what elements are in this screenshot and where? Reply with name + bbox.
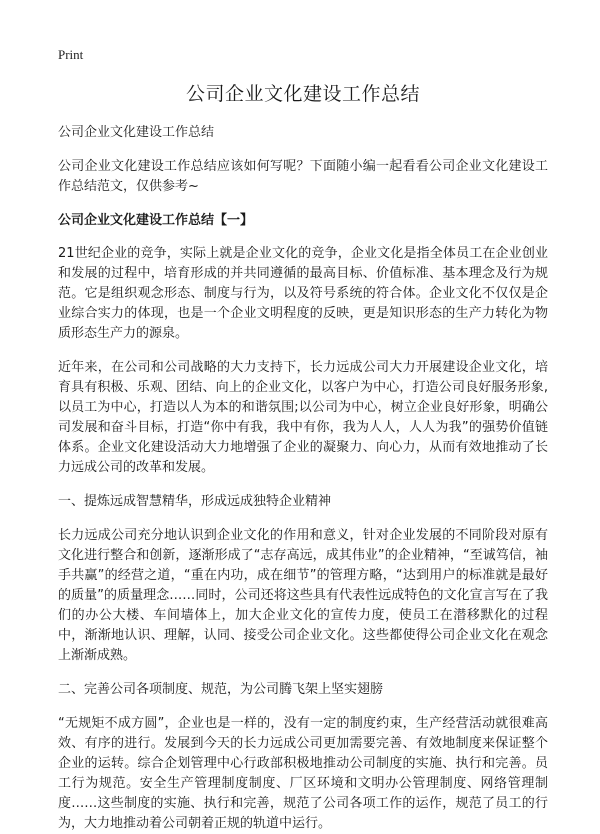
document-subtitle: 公司企业文化建设工作总结 xyxy=(58,125,215,140)
body-paragraph-2: 近年来，在公司和公司战略的大力支持下，长力远成公司大力开展建设企业文化，培育具有积极、乐观、团结、向上的企业文化，以客户为中心，打造公司良好服务形象,以员工为中心，打造以人为本的和谐氛围;以公司为中心，树立企业良好形象，明确公司发展和奋斗目标，打造“你中有我，我中有你，我为人人，人人为我”的强势价值链体系。企业文化建设活动大力地增强了企业的凝聚力、向心力，从而有效地推动了长力远成公司的改革和发展。 xyxy=(58,360,548,475)
intro-paragraph: 公司企业文化建设工作总结应该如何写呢？下面随小编一起看看公司企业文化建设工作总结范文，仅供参考~ xyxy=(58,159,548,194)
subheading-1: 一、提炼远成智慧精华，形成远成独特企业精神 xyxy=(58,494,332,509)
body-paragraph-1: 21世纪企业的竞争，实际上就是企业文化的竞争，企业文化是指全体员工在企业创业和发展的过程中，培育形成的并共同遵循的最高目标、价值标准、基本理念及行为规范。它是组织观念形态、制度与行为，以及符号系统的符合体。企业文化不仅仅是企业综合实力的体现，也是一个企业文明程度的反映，更是知识形态的生产力转化为物质形态生产力的源泉。 xyxy=(58,246,548,341)
print-link[interactable]: Print xyxy=(58,47,84,62)
section-heading: 公司企业文化建设工作总结【一】 xyxy=(58,213,254,228)
body-paragraph-4: “无规矩不成方圆”，企业也是一样的，没有一定的制度约束，生产经营活动就很难高效、有序的进行。发展到今天的长力远成公司更加需要完善、有效地制度来保证整个企业的运转。综合企划管理中心行政部积极地推动公司制度的实施、执行和完善。员工行为规范。安全生产管理制度制度、厂区环境和文明办公管理制度、网络管理制度……这些制度的实施、执行和完善，规范了公司各项工作的运作，规范了员工的行为，大力地推动着公司朝着正规的轨道中运行。 xyxy=(58,716,548,831)
document-title: 公司企业文化建设工作总结 xyxy=(185,83,420,105)
body-paragraph-3: 长力远成公司充分地认识到企业文化的作用和意义，针对企业发展的不同阶段对原有文化进行整合和创新，逐渐形成了“志存高远，成其伟业”的企业精神，“至诚笃信，袖手共赢”的经营之道，“重在内功，成在细节”的管理方略，“达到用户的标准就是最好的质量”的质量理念……同时，公司还将这些具有代表性远成特色的文化宣言写在了我们的办公大楼、车间墙体上，加大企业文化的宣传力度，使员工在潜移默化的过程中，渐渐地认识、理解，认同、接受公司企业文化。这些都使得公司企业文化在观念上渐渐成熟。 xyxy=(58,528,548,663)
subheading-2: 二、完善公司各项制度、规范，为公司腾飞架上坚实翅膀 xyxy=(58,682,384,697)
